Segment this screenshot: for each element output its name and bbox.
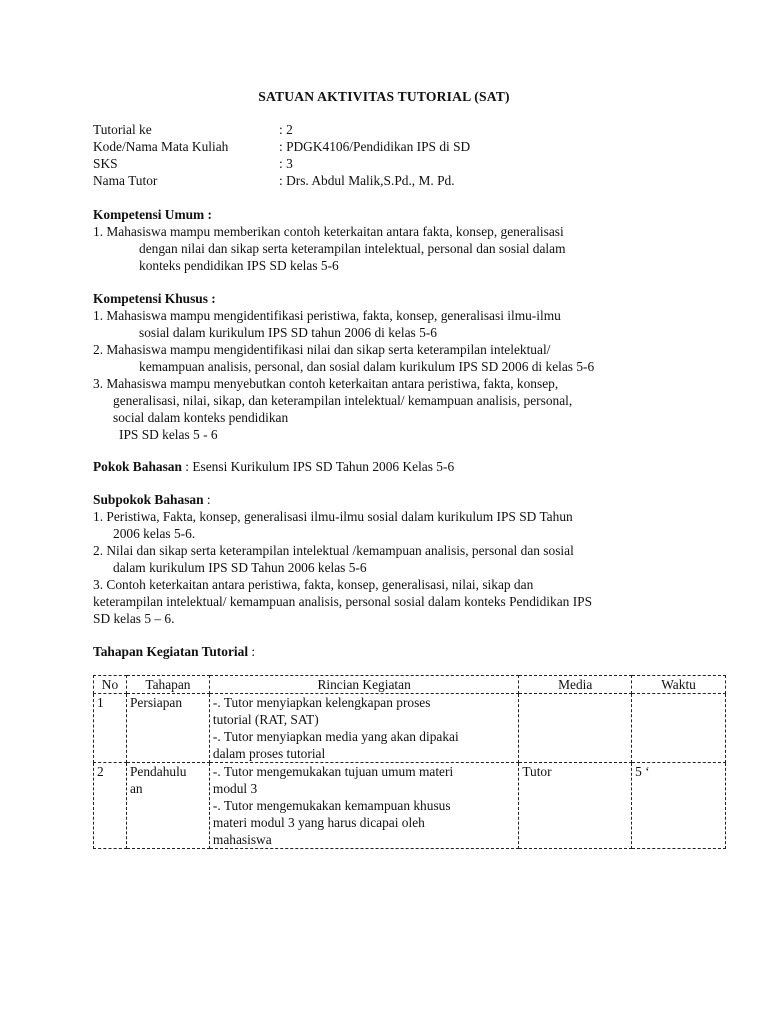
list-item-continuation: dalam kurikulum IPS SD Tahun 2006 kelas 5-6 [113,560,367,575]
list-item-continuation: dengan nilai dan sikap serta keterampilan intelektual, personal dan sosial dalam [139,241,566,256]
cell-waktu [632,694,726,763]
rincian-line: mahasiswa [212,832,272,847]
pokok-bahasan-line [93,458,693,475]
list-item-continuation: SD kelas 5 – 6. [93,611,175,626]
info-label: Nama Tutor [93,173,158,188]
rincian-line: modul 3 [212,781,258,796]
rincian-line: materi modul 3 yang harus dicapai oleh [212,815,425,830]
info-row-tutor [93,172,470,189]
section-heading: Tahapan Kegiatan Tutorial [93,644,249,659]
list-item-continuation: IPS SD kelas 5 - 6 [119,427,218,442]
list-item: 2. Mahasiswa mampu mengidentifikasi nilai dan sikap serta keterampilan intelektual/ [93,342,551,357]
section-heading: Subpokok Bahasan [93,492,204,507]
rincian-line: tutorial (RAT, SAT) [212,712,319,727]
info-value: : 2 [279,122,293,137]
list-item-continuation: keterampilan intelektual/ kemampuan analisis, personal sosial dalam konteks Pendidikan IPS [93,594,593,609]
section-heading: Kompetensi Umum : [93,207,213,222]
header-no: No [94,676,127,694]
list-item: 3. Mahasiswa mampu menyebutkan contoh keterkaitan antara peristiwa, fakta, konsep, [93,376,559,391]
course-info [93,121,470,189]
cell-media: Tutor [519,763,632,849]
list-item-continuation: social dalam konteks pendidikan [113,410,289,425]
cell-no: 2 [94,763,127,849]
rincian-line: dalam proses tutorial [212,746,326,761]
rincian-line: -. Tutor menyiapkan kelengkapan proses [212,695,431,710]
list-item: 1. Mahasiswa mampu memberikan contoh keterkaitan antara fakta, konsep, generalisasi [93,224,564,239]
section-heading: Kompetensi Khusus : [93,291,216,306]
heading-colon: : [248,644,256,659]
list-item: 3. Contoh keterkaitan antara peristiwa, fakta, konsep, generalisasi, nilai, sikap dan [93,577,534,592]
info-label: SKS [93,156,118,171]
section-kompetensi-umum [93,206,693,274]
list-item-continuation: kemampuan analisis, personal, dan sosial dalam kurikulum IPS SD 2006 di kelas 5-6 [139,359,595,374]
section-tahapan [93,643,693,660]
section-subpokok-bahasan [93,491,693,627]
list-item: 2. Nilai dan sikap serta keterampilan intelektual /kemampuan analisis, personal dan sosial [93,543,574,558]
table-header-row [94,676,726,694]
rincian-line: -. Tutor mengemukakan kemampuan khusus [212,798,451,813]
list-item-continuation: sosial dalam kurikulum IPS SD tahun 2006 di kelas 5-6 [139,325,437,340]
header-waktu: Waktu [632,676,726,694]
list-item-continuation: konteks pendidikan IPS SD kelas 5-6 [139,258,339,273]
section-pokok-bahasan [93,458,693,475]
cell-no: 1 [94,694,127,763]
document-title: SATUAN AKTIVITAS TUTORIAL (SAT) [258,89,510,104]
info-row-course [93,138,470,155]
info-label: Tutorial ke [93,122,152,137]
tahapan-line: Pendahulu [129,764,187,779]
header-tahapan: Tahapan [126,676,209,694]
info-value: : PDGK4106/Pendidikan IPS di SD [279,139,471,154]
header-media: Media [519,676,632,694]
list-item-continuation: generalisasi, nilai, sikap, dan keterampilan intelektual/ kemampuan analisis, personal, [113,393,573,408]
rincian-line: -. Tutor mengemukakan tujuan umum materi [212,764,454,779]
section-heading: Pokok Bahasan [93,459,182,474]
heading-colon: : [203,492,211,507]
cell-media [519,694,632,763]
info-row-tutorial [93,121,470,138]
tahapan-heading-line [93,643,693,660]
pokok-bahasan-value: : Esensi Kurikulum IPS SD Tahun 2006 Kelas 5-6 [181,459,455,474]
cell-rincian [209,694,518,763]
subpokok-heading-line [93,491,693,508]
info-value: : 3 [279,156,293,171]
cell-tahapan: Persiapan [126,694,209,763]
table-row [94,694,726,763]
cell-waktu: 5 ‘ [632,763,726,849]
cell-rincian [209,763,518,849]
rincian-line: -. Tutor menyiapkan media yang akan dipakai [212,729,459,744]
header-rincian: Rincian Kegiatan [209,676,518,694]
table-row [94,763,726,849]
info-label: Kode/Nama Mata Kuliah [93,139,229,154]
list-item: 1. Mahasiswa mampu mengidentifikasi peristiwa, fakta, konsep, generalisasi ilmu-ilmu [93,308,561,323]
section-kompetensi-khusus [93,290,693,443]
info-row-sks [93,155,470,172]
tahapan-line: an [129,781,143,796]
list-item-continuation: 2006 kelas 5-6. [113,526,196,541]
tutorial-activity-table [93,675,726,849]
cell-tahapan [126,763,209,849]
info-value: : Drs. Abdul Malik,S.Pd., M. Pd. [279,173,455,188]
list-item: 1. Peristiwa, Fakta, konsep, generalisasi ilmu-ilmu sosial dalam kurikulum IPS SD Tahun [93,509,573,524]
